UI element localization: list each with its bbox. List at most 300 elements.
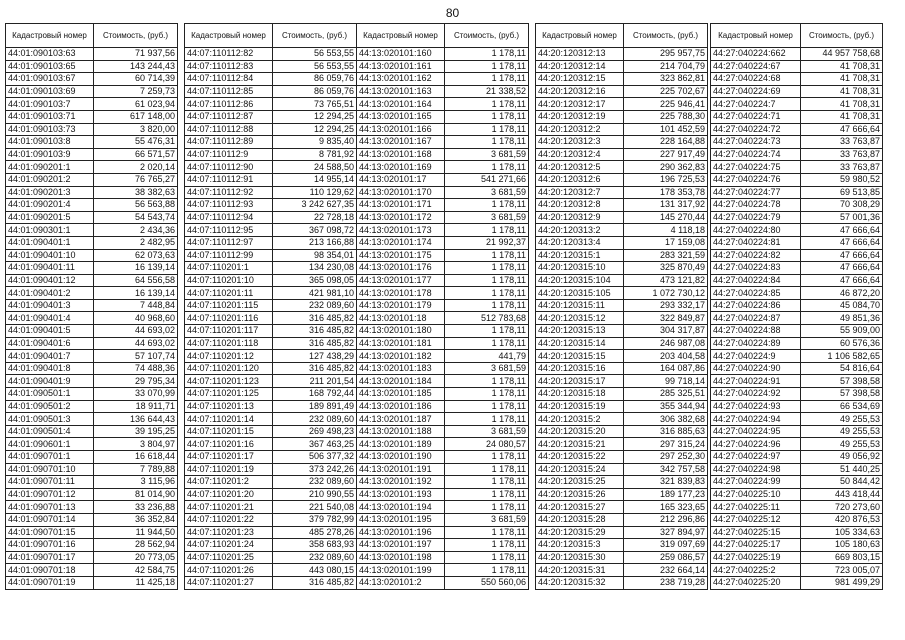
cost-value: 1 178,11 xyxy=(445,375,529,388)
cadastral-number: 44:01:090401:4 xyxy=(6,312,94,325)
cost-value: 178 353,78 xyxy=(624,186,708,199)
cadastral-number: 44:20:120315:19 xyxy=(536,400,624,413)
table-row xyxy=(711,186,883,199)
table-row xyxy=(536,48,708,61)
cost-value: 136 644,43 xyxy=(94,413,178,426)
table-row xyxy=(711,564,883,577)
table-row xyxy=(185,98,357,111)
cost-value: 232 089,60 xyxy=(273,476,357,489)
cadastral-number: 44:01:090103:7 xyxy=(6,98,94,111)
cost-value: 420 876,53 xyxy=(801,513,883,526)
table-row xyxy=(536,136,708,149)
cost-value: 16 139,14 xyxy=(94,262,178,275)
cost-value: 365 098,05 xyxy=(273,274,357,287)
table-row xyxy=(711,199,883,212)
cadastral-number: 44:27:040225:10 xyxy=(711,488,801,501)
table-row xyxy=(536,513,708,526)
cadastral-number: 44:13:020101:192 xyxy=(357,476,445,489)
cost-value: 3 115,96 xyxy=(94,476,178,489)
cadastral-number: 44:07:110201:26 xyxy=(185,564,273,577)
cadastral-number: 44:01:090401:8 xyxy=(6,362,94,375)
table-row xyxy=(357,73,529,86)
cost-value: 73 765,51 xyxy=(273,98,357,111)
cost-value: 4 118,18 xyxy=(624,224,708,237)
cost-value: 57 001,36 xyxy=(801,211,883,224)
cost-value: 541 271,66 xyxy=(445,173,529,186)
cost-value: 3 681,59 xyxy=(445,425,529,438)
cost-value: 228 164,88 xyxy=(624,136,708,149)
cadastral-number: 44:07:110201:115 xyxy=(185,299,273,312)
cost-value: 210 990,55 xyxy=(273,488,357,501)
table-row xyxy=(536,438,708,451)
table-row xyxy=(536,564,708,577)
cost-value: 40 968,60 xyxy=(94,312,178,325)
cadastral-number: 44:20:120315:24 xyxy=(536,463,624,476)
cost-value: 45 084,70 xyxy=(801,299,883,312)
table-row xyxy=(185,463,357,476)
cadastral-number: 44:13:020101:199 xyxy=(357,564,445,577)
table-row xyxy=(357,274,529,287)
table-row xyxy=(357,413,529,426)
cost-value: 60 714,39 xyxy=(94,73,178,86)
cadastral-number: 44:13:020101:166 xyxy=(357,123,445,136)
table-row xyxy=(711,463,883,476)
table-row xyxy=(357,337,529,350)
cost-value: 127 438,29 xyxy=(273,350,357,363)
table-row xyxy=(536,249,708,262)
cadastral-number: 44:13:020101:195 xyxy=(357,513,445,526)
cost-value: 16 139,14 xyxy=(94,287,178,300)
cadastral-number: 44:20:120312:16 xyxy=(536,85,624,98)
cost-value: 14 955,14 xyxy=(273,173,357,186)
table-row xyxy=(185,161,357,174)
table-row xyxy=(711,274,883,287)
cost-value: 12 294,25 xyxy=(273,123,357,136)
cadastral-number: 44:13:020101:160 xyxy=(357,48,445,61)
cadastral-number: 44:01:090103:69 xyxy=(6,85,94,98)
cadastral-number: 44:27:040224:86 xyxy=(711,299,801,312)
table-row xyxy=(536,186,708,199)
table-row xyxy=(357,186,529,199)
cost-value: 41 708,31 xyxy=(801,60,883,73)
cadastral-number: 44:07:110201:11 xyxy=(185,287,273,300)
table-row xyxy=(357,362,529,375)
table-row xyxy=(711,388,883,401)
cadastral-number: 44:07:110112:88 xyxy=(185,123,273,136)
cadastral-number: 44:27:040224:89 xyxy=(711,337,801,350)
table-row xyxy=(536,539,708,552)
cadastral-number: 44:20:120315:28 xyxy=(536,513,624,526)
cost-value: 506 377,32 xyxy=(273,451,357,464)
cadastral-number: 44:20:120313:2 xyxy=(536,224,624,237)
cost-value: 367 463,25 xyxy=(273,438,357,451)
table-row xyxy=(357,400,529,413)
cadastral-number: 44:20:120315:21 xyxy=(536,438,624,451)
table-row xyxy=(536,274,708,287)
cadastral-number: 44:20:120312:13 xyxy=(536,48,624,61)
cadastral-number: 44:13:020101:2 xyxy=(357,576,445,589)
header-cadastral: Кадастровый номер xyxy=(185,24,273,48)
cadastral-number: 44:27:040224:82 xyxy=(711,249,801,262)
cadastral-number: 44:20:120312:19 xyxy=(536,110,624,123)
cost-value: 1 178,11 xyxy=(445,73,529,86)
cadastral-number: 44:27:040225:15 xyxy=(711,526,801,539)
table-row xyxy=(357,564,529,577)
cadastral-number: 44:13:020101:197 xyxy=(357,539,445,552)
table-row xyxy=(711,539,883,552)
cost-value: 24 588,50 xyxy=(273,161,357,174)
cadastral-number: 44:27:040225:19 xyxy=(711,551,801,564)
table-row xyxy=(357,136,529,149)
cadastral-number: 44:07:110201:12 xyxy=(185,350,273,363)
table-row xyxy=(711,73,883,86)
cadastral-number: 44:07:110112:85 xyxy=(185,85,273,98)
table-row xyxy=(185,249,357,262)
table-row xyxy=(185,274,357,287)
cadastral-number: 44:27:040224:79 xyxy=(711,211,801,224)
cost-value: 2 020,14 xyxy=(94,161,178,174)
cadastral-number: 44:13:020101:176 xyxy=(357,262,445,275)
cost-value: 297 252,30 xyxy=(624,451,708,464)
table-row xyxy=(185,564,357,577)
header-cost: Стоимость, (руб.) xyxy=(624,24,708,48)
cost-value: 327 894,97 xyxy=(624,526,708,539)
cadastral-number: 44:01:090501:1 xyxy=(6,388,94,401)
cost-value: 3 681,59 xyxy=(445,362,529,375)
cadastral-number: 44:20:120315:10 xyxy=(536,262,624,275)
cadastral-number: 44:13:020101:179 xyxy=(357,299,445,312)
cost-value: 165 323,65 xyxy=(624,501,708,514)
table-row xyxy=(536,425,708,438)
cadastral-number: 44:07:110201:20 xyxy=(185,488,273,501)
cost-value: 232 664,14 xyxy=(624,564,708,577)
cadastral-number: 44:13:020101:196 xyxy=(357,526,445,539)
table-row xyxy=(185,312,357,325)
table-row xyxy=(185,539,357,552)
cost-value: 723 005,07 xyxy=(801,564,883,577)
cost-value: 189 177,23 xyxy=(624,488,708,501)
cadastral-number: 44:20:120315:20 xyxy=(536,425,624,438)
cost-value: 213 166,88 xyxy=(273,236,357,249)
cadastral-number: 44:13:020101:183 xyxy=(357,362,445,375)
cadastral-number: 44:27:040224:97 xyxy=(711,451,801,464)
cadastral-number: 44:27:040224:80 xyxy=(711,224,801,237)
table-row xyxy=(357,161,529,174)
table-row xyxy=(536,60,708,73)
cost-value: 56 553,55 xyxy=(273,60,357,73)
cost-value: 41 708,31 xyxy=(801,73,883,86)
cadastral-number: 44:07:110112:84 xyxy=(185,73,273,86)
cadastral-number: 44:13:020101:163 xyxy=(357,85,445,98)
table-row xyxy=(536,501,708,514)
cost-value: 64 556,58 xyxy=(94,274,178,287)
table-row xyxy=(357,148,529,161)
table-row xyxy=(711,476,883,489)
cost-value: 316 485,82 xyxy=(273,325,357,338)
table-row xyxy=(357,463,529,476)
table-row xyxy=(6,161,178,174)
cost-value: 86 059,76 xyxy=(273,85,357,98)
cost-value: 54 543,74 xyxy=(94,211,178,224)
cost-value: 42 584,75 xyxy=(94,564,178,577)
cadastral-number: 44:13:020101:181 xyxy=(357,337,445,350)
cadastral-number: 44:27:040224:73 xyxy=(711,136,801,149)
table-row xyxy=(6,388,178,401)
table-row xyxy=(357,173,529,186)
cadastral-number: 44:01:090701:11 xyxy=(6,476,94,489)
cost-value: 22 728,18 xyxy=(273,211,357,224)
cost-value: 1 178,11 xyxy=(445,388,529,401)
cost-value: 322 849,87 xyxy=(624,312,708,325)
cost-value: 11 944,50 xyxy=(94,526,178,539)
cost-value: 131 317,92 xyxy=(624,199,708,212)
cost-value: 297 315,24 xyxy=(624,438,708,451)
cost-value: 1 178,11 xyxy=(445,199,529,212)
table-row xyxy=(185,262,357,275)
table-row xyxy=(536,488,708,501)
cost-value: 1 178,11 xyxy=(445,249,529,262)
cost-value: 47 666,64 xyxy=(801,249,883,262)
cadastral-number: 44:01:090401:2 xyxy=(6,287,94,300)
cost-value: 1 178,11 xyxy=(445,551,529,564)
cost-value: 3 681,59 xyxy=(445,148,529,161)
cost-value: 232 089,60 xyxy=(273,551,357,564)
table-row xyxy=(357,325,529,338)
cadastral-number: 44:07:110201:123 xyxy=(185,375,273,388)
cadastral-number: 44:27:040224:7 xyxy=(711,98,801,111)
cadastral-number: 44:07:110201:23 xyxy=(185,526,273,539)
table-row xyxy=(6,136,178,149)
cost-value: 1 178,11 xyxy=(445,463,529,476)
cadastral-number: 44:01:090701:16 xyxy=(6,539,94,552)
table-row xyxy=(536,337,708,350)
table-row xyxy=(357,299,529,312)
cost-value: 56 553,55 xyxy=(273,48,357,61)
table-row xyxy=(711,375,883,388)
cost-value: 134 230,08 xyxy=(273,262,357,275)
table-row xyxy=(185,186,357,199)
cost-value: 69 513,85 xyxy=(801,186,883,199)
cost-value: 145 270,44 xyxy=(624,211,708,224)
cost-value: 57 398,58 xyxy=(801,375,883,388)
cadastral-number: 44:27:040224:69 xyxy=(711,85,801,98)
cost-value: 421 981,10 xyxy=(273,287,357,300)
cadastral-number: 44:01:090401:10 xyxy=(6,249,94,262)
cost-value: 232 089,60 xyxy=(273,413,357,426)
table-row xyxy=(357,438,529,451)
cost-value: 1 178,11 xyxy=(445,539,529,552)
cost-value: 21 992,37 xyxy=(445,236,529,249)
cost-value: 316 485,82 xyxy=(273,312,357,325)
cadastral-number: 44:01:090701:13 xyxy=(6,501,94,514)
table-row xyxy=(185,551,357,564)
cadastral-number: 44:20:120315:1 xyxy=(536,249,624,262)
table-row xyxy=(185,425,357,438)
cadastral-number: 44:01:090201:4 xyxy=(6,199,94,212)
cadastral-number: 44:27:040224:94 xyxy=(711,413,801,426)
cadastral-number: 44:01:090103:9 xyxy=(6,148,94,161)
cost-value: 38 382,63 xyxy=(94,186,178,199)
cost-value: 98 354,01 xyxy=(273,249,357,262)
cadastral-number: 44:07:110201:10 xyxy=(185,274,273,287)
cost-value: 44 693,02 xyxy=(94,325,178,338)
cadastral-number: 44:07:110112:9 xyxy=(185,148,273,161)
cost-value: 9 835,40 xyxy=(273,136,357,149)
cadastral-number: 44:13:020101:187 xyxy=(357,413,445,426)
header-cost: Стоимость, (руб.) xyxy=(94,24,178,48)
cost-value: 33 763,87 xyxy=(801,161,883,174)
cost-value: 49 056,92 xyxy=(801,451,883,464)
cadastral-number: 44:13:020101:161 xyxy=(357,60,445,73)
cadastral-number: 44:20:120315:14 xyxy=(536,337,624,350)
cost-value: 225 788,30 xyxy=(624,110,708,123)
cost-value: 1 178,11 xyxy=(445,325,529,338)
table-row xyxy=(6,539,178,552)
table-row xyxy=(357,98,529,111)
cost-value: 1 178,11 xyxy=(445,564,529,577)
cadastral-number: 44:27:040224:92 xyxy=(711,388,801,401)
table-row xyxy=(6,199,178,212)
cost-value: 3 681,59 xyxy=(445,211,529,224)
cadastral-number: 44:20:120312:14 xyxy=(536,60,624,73)
cadastral-number: 44:20:120315:15 xyxy=(536,350,624,363)
cadastral-number: 44:01:090701:10 xyxy=(6,463,94,476)
table-row xyxy=(711,136,883,149)
cost-value: 33 070,99 xyxy=(94,388,178,401)
table-row xyxy=(185,60,357,73)
cost-value: 74 488,36 xyxy=(94,362,178,375)
table-row xyxy=(357,199,529,212)
table-row xyxy=(185,199,357,212)
cadastral-number: 44:20:120315:2 xyxy=(536,413,624,426)
cost-value: 1 072 730,12 xyxy=(624,287,708,300)
cadastral-number: 44:07:110201:16 xyxy=(185,438,273,451)
table-row xyxy=(711,262,883,275)
cadastral-number: 44:07:110201:21 xyxy=(185,501,273,514)
cadastral-number: 44:27:040224:662 xyxy=(711,48,801,61)
cost-value: 227 917,49 xyxy=(624,148,708,161)
cost-value: 1 178,11 xyxy=(445,161,529,174)
table-row xyxy=(6,85,178,98)
table-row xyxy=(711,299,883,312)
cost-value: 1 178,11 xyxy=(445,451,529,464)
cadastral-number: 44:20:120315:32 xyxy=(536,576,624,589)
table-row xyxy=(6,438,178,451)
table-row xyxy=(711,110,883,123)
cadastral-number: 44:07:110201:118 xyxy=(185,337,273,350)
cost-value: 110 129,62 xyxy=(273,186,357,199)
cost-value: 1 178,11 xyxy=(445,136,529,149)
cadastral-number: 44:07:110201:25 xyxy=(185,551,273,564)
cadastral-number: 44:13:020101:18 xyxy=(357,312,445,325)
cadastral-number: 44:13:020101:191 xyxy=(357,463,445,476)
cadastral-number: 44:01:090401:5 xyxy=(6,325,94,338)
cadastral-number: 44:27:040224:74 xyxy=(711,148,801,161)
table-row xyxy=(6,501,178,514)
cadastral-number: 44:13:020101:186 xyxy=(357,400,445,413)
cost-value: 512 783,68 xyxy=(445,312,529,325)
table-row xyxy=(6,148,178,161)
cost-value: 55 909,00 xyxy=(801,325,883,338)
cost-value: 41 708,31 xyxy=(801,98,883,111)
cost-value: 379 782,99 xyxy=(273,513,357,526)
cost-value: 1 178,11 xyxy=(445,274,529,287)
cost-value: 81 014,90 xyxy=(94,488,178,501)
table-row xyxy=(357,551,529,564)
table-row xyxy=(185,362,357,375)
cost-value: 212 296,86 xyxy=(624,513,708,526)
cost-value: 39 195,25 xyxy=(94,425,178,438)
cost-value: 12 294,25 xyxy=(273,110,357,123)
table-row xyxy=(711,513,883,526)
table-row xyxy=(357,375,529,388)
cost-value: 36 352,84 xyxy=(94,513,178,526)
cadastral-number: 44:01:090701:15 xyxy=(6,526,94,539)
table-row xyxy=(185,350,357,363)
table-row xyxy=(536,85,708,98)
cadastral-number: 44:20:120315:12 xyxy=(536,312,624,325)
cadastral-number: 44:01:090401:11 xyxy=(6,262,94,275)
cost-value: 2 482,95 xyxy=(94,236,178,249)
cost-value: 290 362,83 xyxy=(624,161,708,174)
cadastral-number: 44:13:020101:162 xyxy=(357,73,445,86)
table-row xyxy=(536,375,708,388)
cost-value: 316 885,63 xyxy=(624,425,708,438)
table-row xyxy=(357,48,529,61)
cadastral-number: 44:20:120315:3 xyxy=(536,539,624,552)
cadastral-number: 44:13:020101:189 xyxy=(357,438,445,451)
table-row xyxy=(6,564,178,577)
cadastral-number: 44:13:020101:170 xyxy=(357,186,445,199)
cadastral-number: 44:20:120312:4 xyxy=(536,148,624,161)
cadastral-number: 44:13:020101:169 xyxy=(357,161,445,174)
cadastral-number: 44:20:120315:31 xyxy=(536,564,624,577)
cadastral-number: 44:01:090401:1 xyxy=(6,236,94,249)
table-row xyxy=(357,60,529,73)
cadastral-number: 44:27:040224:96 xyxy=(711,438,801,451)
cadastral-number: 44:27:040224:93 xyxy=(711,400,801,413)
cost-value: 304 317,87 xyxy=(624,325,708,338)
header-cadastral: Кадастровый номер xyxy=(357,24,445,48)
cadastral-number: 44:01:090501:4 xyxy=(6,425,94,438)
table-row xyxy=(6,73,178,86)
cost-value: 1 178,11 xyxy=(445,299,529,312)
table-row xyxy=(6,236,178,249)
table-row xyxy=(536,413,708,426)
table-row xyxy=(357,488,529,501)
cost-value: 443 080,15 xyxy=(273,564,357,577)
cadastral-number: 44:01:090701:12 xyxy=(6,488,94,501)
table-row xyxy=(711,60,883,73)
cost-value: 61 023,94 xyxy=(94,98,178,111)
cadastral-number: 44:13:020101:180 xyxy=(357,325,445,338)
cadastral-number: 44:27:040225:11 xyxy=(711,501,801,514)
table-row xyxy=(357,287,529,300)
table-row xyxy=(357,526,529,539)
cost-value: 319 097,69 xyxy=(624,539,708,552)
table-row xyxy=(185,413,357,426)
cadastral-number: 44:01:090401:9 xyxy=(6,375,94,388)
table-row xyxy=(536,199,708,212)
cost-value: 7 259,73 xyxy=(94,85,178,98)
cost-value: 669 803,15 xyxy=(801,551,883,564)
table-row xyxy=(536,110,708,123)
cadastral-number: 44:07:110112:82 xyxy=(185,48,273,61)
table-row xyxy=(185,85,357,98)
cost-value: 1 178,11 xyxy=(445,488,529,501)
table-row xyxy=(536,236,708,249)
table-row xyxy=(357,224,529,237)
